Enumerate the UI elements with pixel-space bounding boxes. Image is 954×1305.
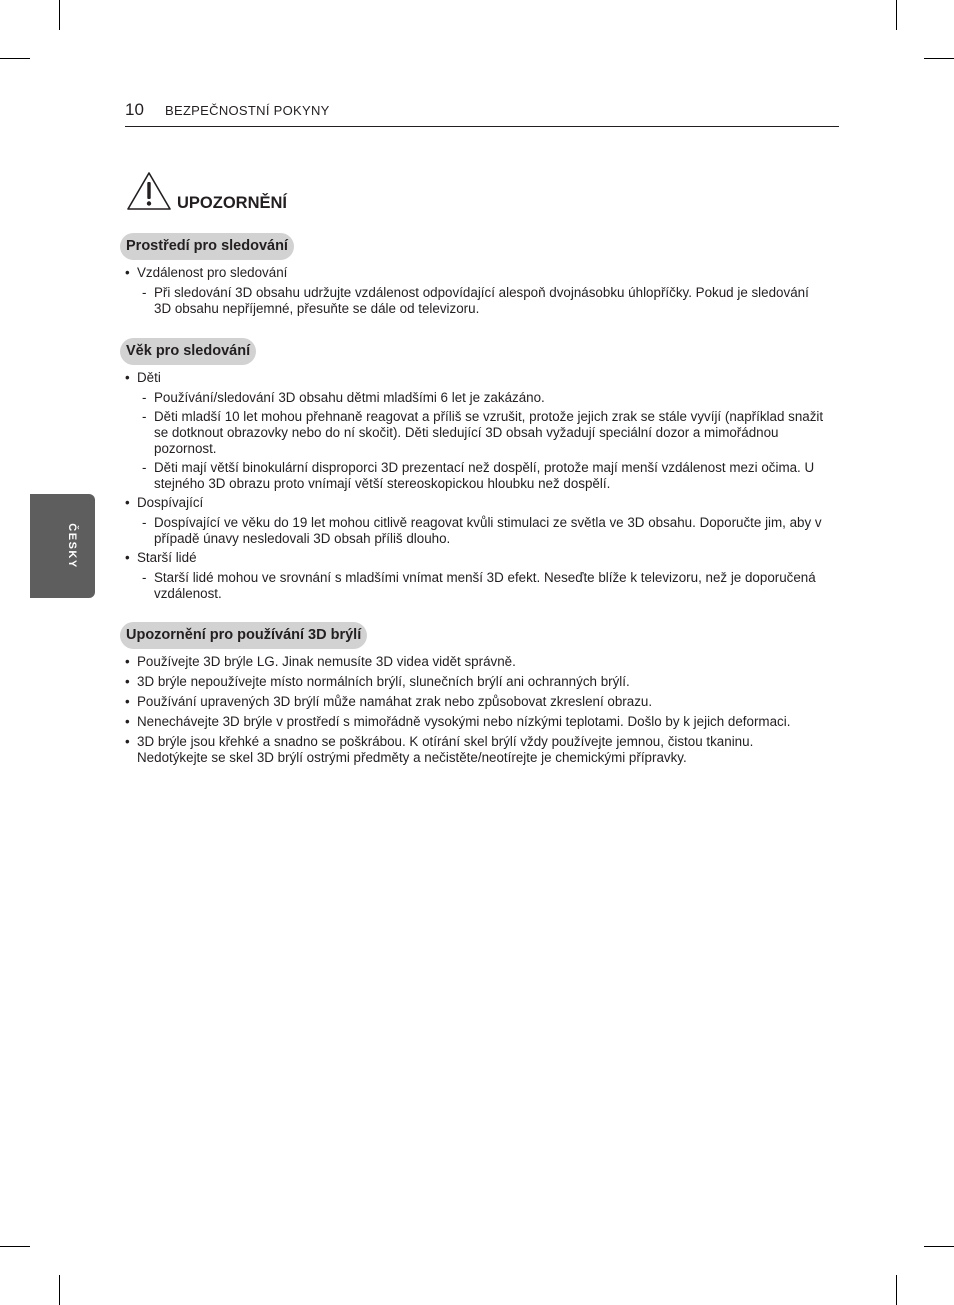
sub-item: - Používání/sledování 3D obsahu dětmi mladšími 6 let je zakázáno. (125, 390, 825, 406)
language-tab-label: ČESKY (66, 523, 78, 569)
list-item: • 3D brýle nepoužívejte místo normálních brýlí, slunečních brýlí ani ochranných brýlí. (125, 674, 825, 690)
sub-item: - Děti mladší 10 let mohou přehnaně reagovat a příliš se vzrušit, protože jejich zrak se stále vyvíjí (například snažit se dotknout obrazovky nebo do ní skočit). Děti sledující 3D obsah vyžadují speciální dozor a mimořádnou pozornost. (125, 409, 825, 457)
section-heading-viewing-environment: Prostředí pro sledování (120, 233, 294, 260)
crop-mark (0, 58, 30, 59)
list-item: • Používání upravených 3D brýlí může namáhat zrak nebo způsobovat zkreslení obrazu. (125, 694, 825, 710)
list-item: • Používejte 3D brýle LG. Jinak nemusíte 3D videa vidět správně. (125, 654, 825, 670)
caution-title: UPOZORNĚNÍ (177, 194, 288, 212)
sub-item: - Starší lidé mohou ve srovnání s mladšími vnímat menší 3D efekt. Neseďte blíže k televizoru, než je doporučená vzdálenost. (125, 570, 825, 602)
crop-mark (924, 58, 954, 59)
list-item: • Nenechávejte 3D brýle v prostředí s mimořádně vysokými nebo nízkými teplotami. Došlo by k jejich deformaci. (125, 714, 825, 730)
sub-item: - Děti mají větší binokulární disproporci 3D prezentací než dospělí, protože mají menší vzdálenost mezi očima. U stejného 3D obrazu proto vnímají větší stereoskopickou hloubku než dospělí. (125, 460, 825, 492)
list-item: • Vzdálenost pro sledování (125, 265, 825, 281)
sub-item: - Při sledování 3D obsahu udržujte vzdálenost odpovídající alespoň dvojnásobku úhlopříčky. Pokud je sledování 3D obsahu nepříjemné, přesuňte se dále od televizoru. (125, 285, 825, 317)
section-body-viewing-age (125, 370, 825, 602)
section-body-3d-glasses (125, 654, 825, 766)
crop-mark (924, 1246, 954, 1247)
language-tab (30, 494, 95, 598)
list-item: • 3D brýle jsou křehké a snadno se poškrábou. K otírání skel brýlí vždy používejte jemnou, čistou tkaninu. Nedotýkejte se skel 3D brýlí ostrými předměty a nečistěte/neotírejte je chemickými přípravky. (125, 734, 825, 766)
crop-mark (0, 1246, 30, 1247)
crop-mark (896, 0, 897, 30)
crop-mark (59, 0, 60, 30)
list-item: • Dospívající (125, 495, 825, 511)
sub-item: - Dospívající ve věku do 19 let mohou citlivě reagovat kvůli stimulaci ze světla ve 3D obsahu. Doporučte jim, aby v případě únavy nesledovali 3D obsah příliš dlouho. (125, 515, 825, 547)
list-item: • Děti (125, 370, 825, 386)
crop-mark (59, 1275, 60, 1305)
page-header (125, 100, 839, 127)
section-title: BEZPEČNOSTNÍ POKYNY (165, 103, 330, 118)
section-heading-3d-glasses: Upozornění pro používání 3D brýlí (120, 622, 367, 649)
list-item: • Starší lidé (125, 550, 825, 566)
warning-triangle-icon (126, 171, 172, 211)
section-body-viewing-environment (125, 265, 825, 317)
page-number: 10 (125, 100, 144, 119)
section-heading-viewing-age: Věk pro sledování (120, 338, 256, 365)
crop-mark (896, 1275, 897, 1305)
